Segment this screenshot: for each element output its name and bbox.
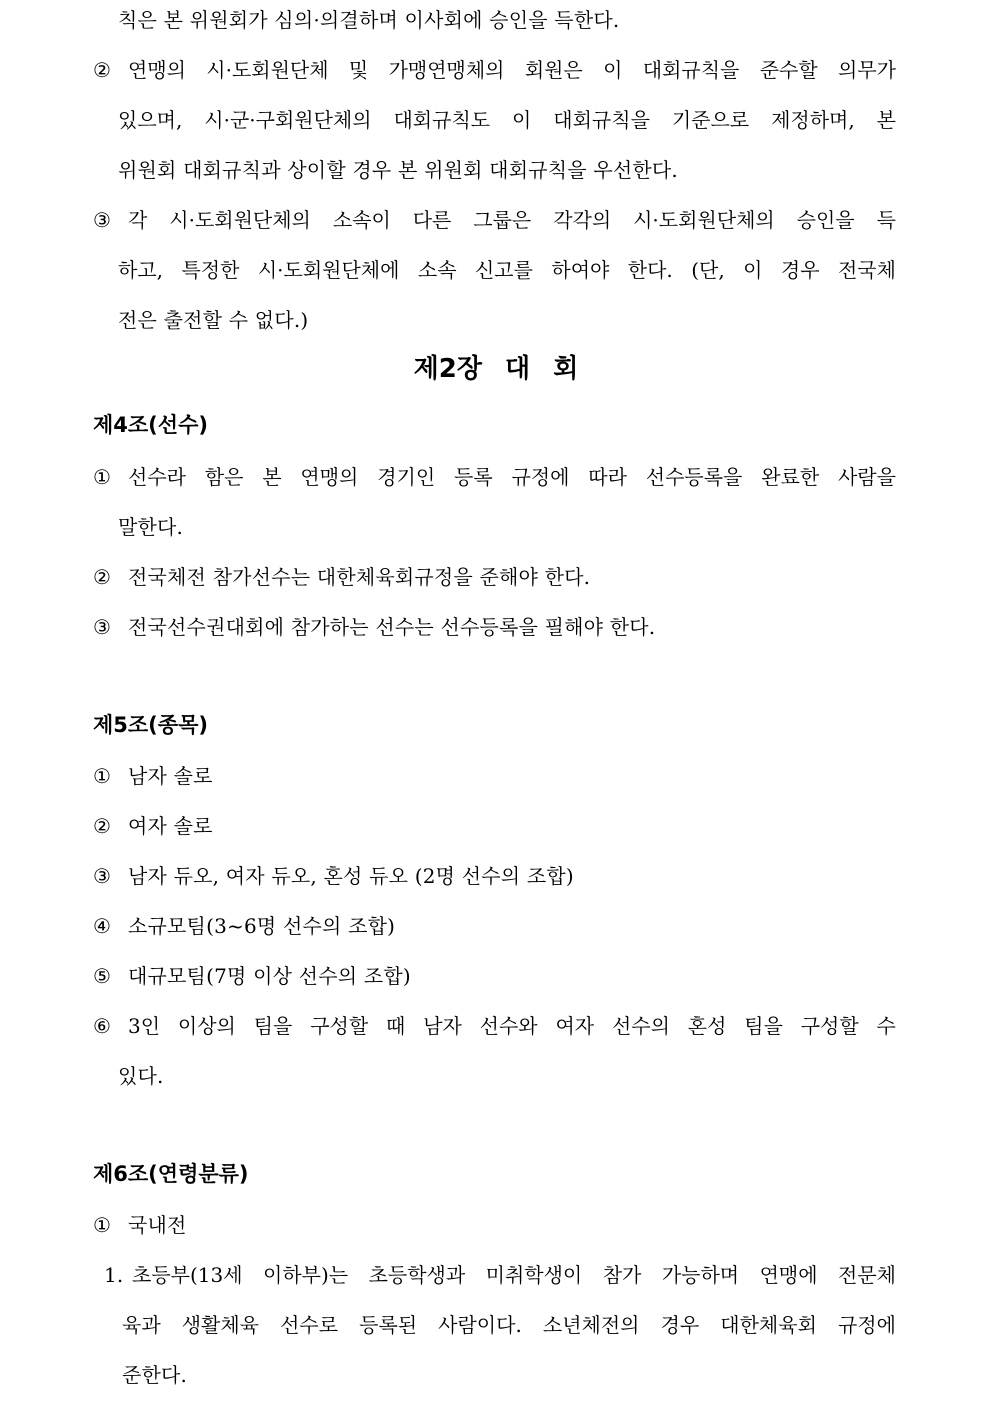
item-number: ② <box>93 565 112 589</box>
word: 회원은 <box>524 58 583 82</box>
word: 완료한 <box>761 465 820 489</box>
paragraph-line: 위원회 대회규칙과 상이할 경우 본 위원회 대회규칙을 우선한다. <box>118 158 678 182</box>
word: 경기인 <box>377 465 436 489</box>
word: 선수등록을 <box>645 465 743 489</box>
word: 기준으로 <box>671 108 750 132</box>
paragraph-line <box>132 1263 896 1287</box>
paragraph-line <box>122 1313 896 1337</box>
item-number: ③ <box>93 864 112 888</box>
item-number: ② <box>93 58 112 82</box>
word: 소속 <box>417 258 457 282</box>
word: 준수할 <box>759 58 818 82</box>
paragraph-line <box>128 58 896 82</box>
word: 제정하며, <box>771 108 855 132</box>
word: 소년체전의 <box>542 1313 640 1337</box>
word: 소속이 <box>332 208 391 232</box>
word: 대회규칙을 <box>553 108 650 132</box>
word: 연맹의 <box>128 58 186 82</box>
word: 선수라 <box>128 465 186 489</box>
word: 가능하며 <box>661 1263 740 1287</box>
word: 따라 <box>588 465 627 489</box>
item-number: ① <box>93 1213 112 1237</box>
word: 시·도회원단체의 <box>633 208 775 232</box>
word: 전문체 <box>838 1263 896 1287</box>
word: 의무가 <box>838 58 896 82</box>
word: 득 <box>876 208 896 232</box>
word: 및 <box>348 58 369 82</box>
word: 이 <box>743 258 763 282</box>
word: 시·군·구회원단체의 <box>204 108 372 132</box>
item-number: ② <box>93 814 112 838</box>
word: 혼성 <box>687 1014 727 1038</box>
paragraph-line: 전국체전 참가선수는 대한체육회규정을 준해야 한다. <box>128 565 591 589</box>
word: 규정에 <box>837 1313 896 1337</box>
paragraph-line <box>118 258 896 282</box>
word: 하여야 <box>551 258 610 282</box>
word: 특정한 <box>181 258 240 282</box>
word: 이 <box>512 108 532 132</box>
word: 구성할 <box>310 1014 369 1038</box>
word: 초등학생과 <box>368 1263 466 1287</box>
item-number: ④ <box>93 914 112 938</box>
word: 있으며, <box>118 108 183 132</box>
word: 수 <box>876 1014 896 1038</box>
article-6-title: 제6조(연령분류) <box>93 1162 249 1186</box>
paragraph-line: 국내전 <box>128 1213 187 1237</box>
word: 본 <box>876 108 896 132</box>
item-number: ⑥ <box>93 1014 112 1038</box>
paragraph-line: 말한다. <box>118 515 184 539</box>
paragraph-line <box>118 108 896 132</box>
word: 구성할 <box>800 1014 859 1038</box>
word: 시·도회원단체 <box>206 58 329 82</box>
word: 육과 <box>122 1313 161 1337</box>
word: 전국체 <box>837 258 896 282</box>
word: 생활체육 <box>181 1313 259 1337</box>
word: 선수와 <box>479 1014 538 1038</box>
word: 가맹연맹체의 <box>388 58 505 82</box>
word: 이하부)는 <box>263 1263 349 1287</box>
word: 대한체육회 <box>720 1313 817 1337</box>
word: 연맹에 <box>759 1263 818 1287</box>
word: 하고, <box>118 258 163 282</box>
word: 때 <box>386 1014 406 1038</box>
word: 각 <box>128 208 148 232</box>
word: 3인 <box>128 1014 161 1038</box>
word: 선수의 <box>611 1014 670 1038</box>
chapter-title: 제2장 대 회 <box>413 354 579 384</box>
item-number: ③ <box>93 208 112 232</box>
word: 신고를 <box>474 258 533 282</box>
word: 대회규칙을 <box>642 58 740 82</box>
word: 대회규칙도 <box>393 108 491 132</box>
item-number: ① <box>93 764 112 788</box>
paragraph-line: 전은 출전할 수 없다.) <box>118 308 309 332</box>
word: 등록 <box>454 465 493 489</box>
word: 남자 <box>423 1014 462 1038</box>
paragraph-line: 있다. <box>118 1064 164 1088</box>
paragraph-line: 남자 솔로 <box>128 764 213 788</box>
paragraph-line: 소규모팀(3~6명 선수의 조합) <box>128 914 396 938</box>
word: 본 <box>262 465 282 489</box>
article-4-title: 제4조(선수) <box>93 413 208 437</box>
word: 등록된 <box>359 1313 418 1337</box>
paragraph-line <box>128 208 896 232</box>
word: 시·도회원단체에 <box>257 258 400 282</box>
paragraph-line: 대규모팀(7명 이상 선수의 조합) <box>128 964 411 988</box>
word: 연맹의 <box>300 465 359 489</box>
paragraph-line: 남자 듀오, 여자 듀오, 혼성 듀오 (2명 선수의 조합) <box>128 864 574 888</box>
paragraph-line <box>128 465 896 489</box>
word: 사람을 <box>837 465 896 489</box>
word: 규정에 <box>511 465 570 489</box>
word: 여자 <box>555 1014 595 1038</box>
word: 팀을 <box>744 1014 783 1038</box>
word: 초등부(13세 <box>132 1263 243 1287</box>
paragraph-line: 여자 솔로 <box>128 814 213 838</box>
word: 팀을 <box>253 1014 293 1038</box>
word: 참가 <box>602 1263 642 1287</box>
item-number: ③ <box>93 615 112 639</box>
article-5-title: 제5조(종목) <box>93 713 208 737</box>
word: 이상의 <box>177 1014 236 1038</box>
sub-item-number: 1. <box>104 1263 124 1287</box>
paragraph-line <box>128 1014 896 1038</box>
intro-line-1: 칙은 본 위원회가 심의·의결하며 이사회에 승인을 득한다. <box>118 8 620 32</box>
word: (단, <box>691 258 725 282</box>
word: 선수로 <box>280 1313 339 1337</box>
word: 경우 <box>780 258 820 282</box>
word: 각각의 <box>553 208 612 232</box>
word: 승인을 <box>796 208 855 232</box>
item-number: ① <box>93 465 112 489</box>
word: 사람이다. <box>438 1313 522 1337</box>
word: 경우 <box>660 1313 700 1337</box>
word: 미취학생이 <box>485 1263 583 1287</box>
word: 한다. <box>627 258 673 282</box>
word: 다른 <box>412 208 452 232</box>
word: 함은 <box>204 465 244 489</box>
paragraph-line: 전국선수권대회에 참가하는 선수는 선수등록을 필해야 한다. <box>128 615 656 639</box>
word: 이 <box>603 58 623 82</box>
word: 시·도회원단체의 <box>169 208 311 232</box>
item-number: ⑤ <box>93 964 112 988</box>
word: 그룹은 <box>473 208 532 232</box>
paragraph-line: 준한다. <box>122 1363 188 1387</box>
